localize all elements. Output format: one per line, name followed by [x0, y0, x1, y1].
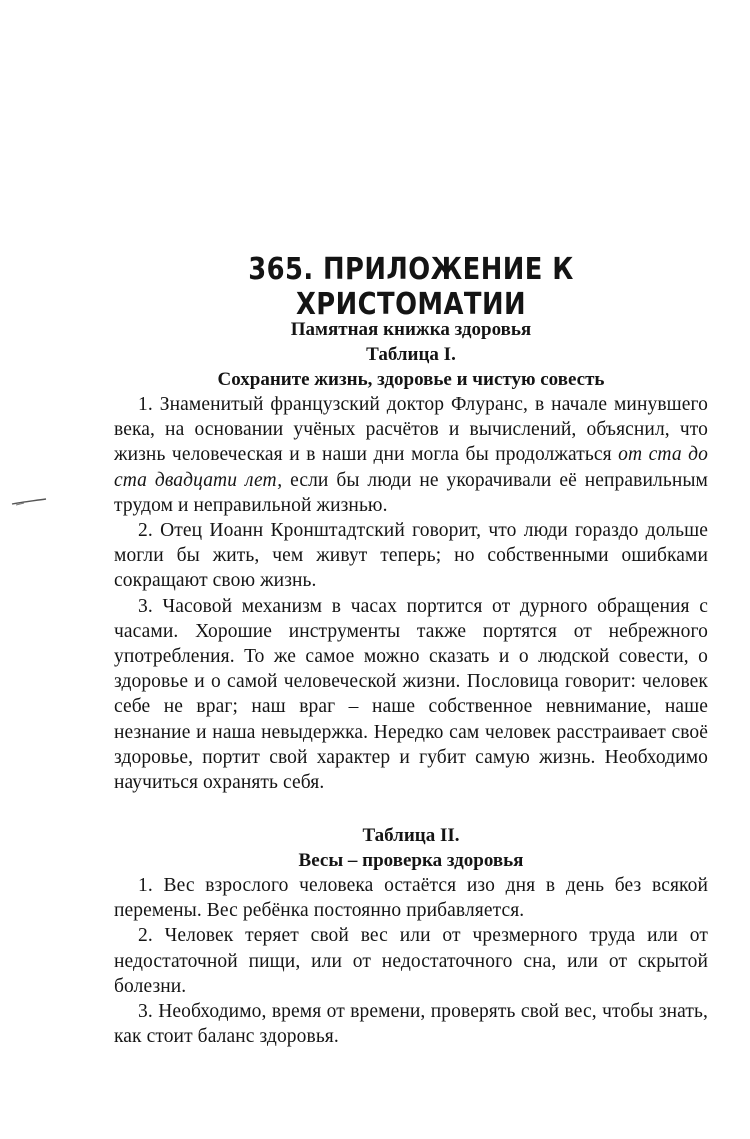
paragraph-text: 1. Знаменитый французский доктор Флуранс, в начале минувшего века, на основании учёных расчётов и вычислений, объяснил, что жизнь человеческая и в наши дни могла бы продолжаться [114, 394, 708, 466]
paragraph-2-2: 2. Человек теряет свой вес или от чрезмерного труда или от недостаточной пищи, или от недостаточного сна, или от скрытой болезни. [114, 925, 708, 997]
table-2-subtitle: Весы – проверка здоровья [298, 850, 524, 871]
table-1-subtitle: Сохраните жизнь, здоровье и чистую совесть [217, 369, 605, 390]
paragraph-2-1: 1. Вес взрослого человека остаётся изо дня в день без всякой перемены. Вес ребёнка постоянно прибавляется. [114, 875, 708, 922]
section-table-1 [114, 317, 708, 795]
paragraph-1-1 [114, 392, 708, 518]
paragraph-text: если бы люди не укорачивали её неправильным трудом и неправильной жизнью. [114, 469, 708, 516]
table-2-label: Таблица II. [362, 825, 460, 846]
table-1-label: Таблица I. [366, 344, 456, 365]
emphasis-text: от ста до ста двадцати лет, [114, 444, 708, 491]
scan-margin-mark [10, 496, 50, 508]
section-table-2 [114, 823, 708, 1049]
booklet-title: Памятная книжка здоровья [290, 319, 532, 340]
paragraph-1-2: 2. Отец Иоанн Кронштадтский говорит, что люди гораздо дольше могли бы жить, чем живут теперь; но собственными ошибками сокращают свою жизнь. [114, 520, 708, 592]
chapter-title: 365. ПРИЛОЖЕНИЕ К ХРИСТОМАТИИ [248, 252, 574, 322]
paragraph-1-3: 3. Часовой механизм в часах портится от дурного обращения с часами. Хорошие инструменты также портятся от небрежного употребления. То же самое можно сказать и о людской совести, о здоровье и о самой человеческой жизни. Пословица говорит: человек себе не враг; наш враг – наше собственное невнимание, наше незнание и наша невыдержка. Нередко сам человек расстраивает своё здоровье, портит свой характер и губит самую жизнь. Необходимо научиться охранять себя. [114, 595, 708, 794]
paragraph-2-3: 3. Необходимо, время от времени, проверять свой вес, чтобы знать, как стоит баланс здоровья. [114, 1001, 708, 1048]
